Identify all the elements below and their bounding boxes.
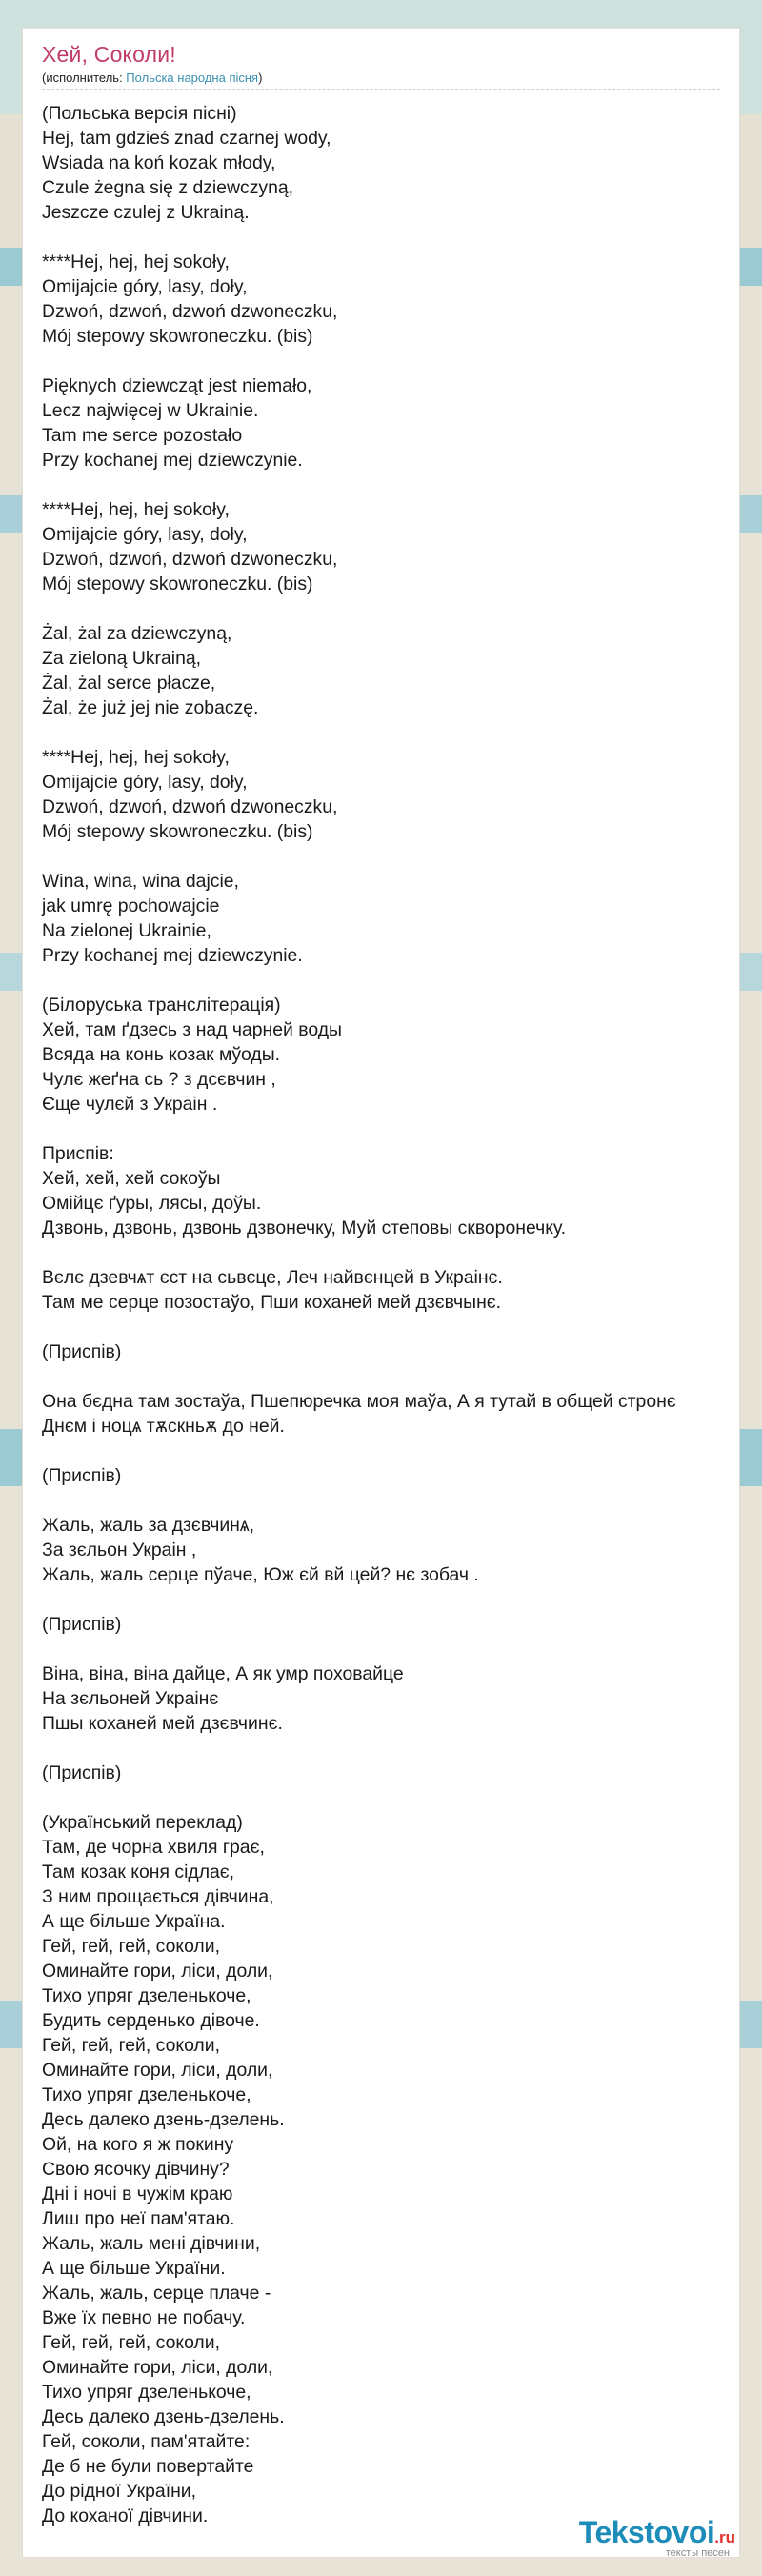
- lyric-line: Żal, żal serce płacze,: [42, 673, 216, 694]
- lyric-line: Оминайте гори, ліси, доли,: [42, 2357, 273, 2378]
- lyric-line: Тихо упряг дзеленькоче,: [42, 1985, 251, 2006]
- lyric-line: Lecz najwięcej w Ukrainie.: [42, 400, 259, 421]
- lyric-line: Тихо упряг дзеленькоче,: [42, 2382, 251, 2403]
- stanza-gap: [42, 1587, 723, 1612]
- logo-tld: .ru: [714, 2528, 735, 2546]
- lyric-line: Приспів:: [42, 1143, 114, 1164]
- lyric-line: Пшы коханей мей дзєвчинє.: [42, 1713, 283, 1734]
- performer-close: ): [258, 70, 263, 85]
- lyric-line: Omijajcie góry, lasy, doły,: [42, 524, 248, 545]
- stanza-gap: [42, 473, 723, 497]
- lyric-line: ****Hej, hej, hej sokoły,: [42, 747, 230, 768]
- lyric-line: Mój stepowy skowroneczku. (bis): [42, 821, 313, 842]
- lyric-line: Днєм і ноцѧ тѫскньѫ до ней.: [42, 1416, 285, 1437]
- lyric-line: Za zieloną Ukrainą,: [42, 648, 202, 669]
- lyric-line: Там, де чорна хвиля грає,: [42, 1837, 265, 1858]
- lyric-line: Оминайте гори, ліси, доли,: [42, 2060, 273, 2081]
- lyric-line: ****Hej, hej, hej sokoły,: [42, 252, 230, 272]
- lyric-line: Она бєдна там зостаўа, Пшепюречка моя маўа, А я тутай в общей стронє: [42, 1391, 676, 1412]
- lyric-line: До коханої дівчини.: [42, 2506, 209, 2526]
- lyric-line: jak umrę pochowajcie: [42, 896, 220, 916]
- lyric-line: Czule żegna się z dziewczyną,: [42, 177, 294, 198]
- lyric-line: Тихо упряг дзеленькоче,: [42, 2084, 251, 2105]
- logo-name: Tekstovoi: [578, 2515, 715, 2549]
- lyric-line: Чулє жеґна сь ? з дсєвчин ,: [42, 1069, 276, 1090]
- stanza-gap: [42, 1117, 723, 1141]
- lyric-line: За зєльон Украін ,: [42, 1540, 197, 1560]
- lyric-line: На зєльоней Украінє: [42, 1688, 219, 1709]
- stanza-gap: [42, 349, 723, 373]
- stanza-gap: [42, 968, 723, 993]
- song-title: Хей, Соколи!: [42, 42, 176, 67]
- lyric-line: Przy kochanej mej dziewczynie.: [42, 450, 303, 471]
- stanza-gap: [42, 1637, 723, 1661]
- performer-label: (исполнитель:: [42, 70, 127, 85]
- lyric-line: Лиш про неї пам'ятаю.: [42, 2208, 235, 2229]
- lyric-line: Єще чулєй з Украін .: [42, 1094, 218, 1115]
- lyric-line: Jeszcze czulej z Ukrainą.: [42, 202, 250, 223]
- lyric-line: Всяда на конь козак мўоды.: [42, 1044, 281, 1065]
- lyric-line: Dzwoń, dzwoń, dzwoń dzwoneczku,: [42, 301, 338, 322]
- lyric-line: Гей, гей, гей, соколи,: [42, 2035, 220, 2056]
- lyric-line: Pięknych dziewcząt jest niemało,: [42, 375, 312, 396]
- lyric-line: Жаль, жаль, серце плаче -: [42, 2283, 271, 2304]
- lyric-line: Дзвонь, дзвонь, дзвонь дзвонечку, Муй степовы скворонечку.: [42, 1218, 567, 1238]
- lyric-line: Dzwoń, dzwoń, dzwoń dzwoneczku,: [42, 796, 338, 817]
- lyric-line: Wsiada na koń kozak młody,: [42, 152, 276, 173]
- lyric-line: (Польська версія пісні): [42, 103, 237, 124]
- lyric-line: Там ме серце позостаўо, Пши коханей мей дзєвчынє.: [42, 1292, 502, 1313]
- stanza-gap: [42, 1315, 723, 1339]
- lyric-line: Жаль, жаль за дзєвчинѧ,: [42, 1515, 254, 1536]
- stanza-gap: [42, 225, 723, 250]
- performer-link[interactable]: Польска народна пісня: [126, 70, 259, 85]
- stanza-gap: [42, 1364, 723, 1389]
- stanza-gap: [42, 1488, 723, 1513]
- logo-tagline: тексты песен: [665, 2547, 730, 2559]
- lyric-line: Omijajcie góry, lasy, doły,: [42, 772, 248, 793]
- stanza-gap: [42, 1736, 723, 1761]
- lyric-line: Гей, соколи, пам'ятайте:: [42, 2431, 251, 2452]
- lyric-line: Будить серденько дівоче.: [42, 2010, 260, 2031]
- performer-line: [42, 70, 262, 85]
- lyric-line: Hej, tam gdzieś znad czarnej wody,: [42, 128, 331, 149]
- lyric-line: З ним прощається дівчина,: [42, 1886, 274, 1907]
- lyric-line: Omijajcie góry, lasy, doły,: [42, 276, 248, 297]
- lyric-line: Гей, гей, гей, соколи,: [42, 2332, 220, 2353]
- lyric-line: А ще більше України.: [42, 2258, 226, 2279]
- lyric-line: Десь далеко дзень-дзелень.: [42, 2406, 285, 2427]
- lyric-line: Віна, віна, віна дайце, А як умр поховайце: [42, 1663, 404, 1684]
- lyric-line: Оминайте гори, ліси, доли,: [42, 1961, 273, 1982]
- lyric-line: Де б не були повертайте: [42, 2456, 254, 2477]
- lyric-line: Вєлє дзевчѧт єст на сьвєце, Леч найвєнцей в Украінє.: [42, 1267, 503, 1288]
- lyric-line: Вже їх певно не побачу.: [42, 2307, 246, 2328]
- stanza-gap: [42, 844, 723, 869]
- site-logo[interactable]: [579, 2517, 735, 2559]
- lyrics-text: [42, 101, 723, 2528]
- title-divider: [42, 89, 720, 90]
- lyric-line: Десь далеко дзень-дзелень.: [42, 2109, 285, 2130]
- lyric-line: Хей, там ґдзесь з над чарней воды: [42, 1019, 342, 1040]
- lyric-line: Жаль, жаль серце пўаче, Юж єй вй цей? нє зобач .: [42, 1564, 479, 1585]
- lyric-line: (Приспів): [42, 1341, 122, 1362]
- lyric-line: Tam me serce pozostało: [42, 425, 243, 446]
- lyric-line: Омійцє ґуры, лясы, доўы.: [42, 1193, 262, 1214]
- lyric-line: Żal, że już jej nie zobaczę.: [42, 697, 259, 718]
- lyric-line: Przy kochanej mej dziewczynie.: [42, 945, 303, 966]
- lyric-line: До рідної України,: [42, 2481, 197, 2502]
- lyric-line: Dzwoń, dzwoń, dzwoń dzwoneczku,: [42, 549, 338, 570]
- lyric-line: Ой, на кого я ж покину: [42, 2134, 234, 2155]
- lyric-line: Na zielonej Ukrainie,: [42, 920, 211, 941]
- lyric-line: Дні і ночі в чужім краю: [42, 2184, 233, 2204]
- lyric-line: Wina, wina, wina dajcie,: [42, 871, 239, 892]
- stanza-gap: [42, 596, 723, 621]
- lyric-line: Хей, хей, хей сокоўы: [42, 1168, 221, 1189]
- lyric-line: (Приспів): [42, 1614, 122, 1635]
- stanza-gap: [42, 1240, 723, 1265]
- lyric-line: Mój stepowy skowroneczku. (bis): [42, 574, 313, 594]
- lyric-line: Там козак коня сідлає,: [42, 1862, 235, 1882]
- stanza-gap: [42, 720, 723, 745]
- lyric-line: Свою ясочку дівчину?: [42, 2159, 230, 2180]
- lyric-line: (Білоруська транслітерація): [42, 995, 281, 1016]
- lyric-line: Żal, żal za dziewczyną,: [42, 623, 232, 644]
- stanza-gap: [42, 1785, 723, 1810]
- lyric-line: ****Hej, hej, hej sokoły,: [42, 499, 230, 520]
- lyric-line: А ще більше Україна.: [42, 1911, 226, 1932]
- lyric-line: Mój stepowy skowroneczku. (bis): [42, 326, 313, 347]
- lyric-line: (Приспів): [42, 1762, 122, 1783]
- stanza-gap: [42, 1439, 723, 1463]
- lyric-line: Жаль, жаль мені дівчини,: [42, 2233, 261, 2254]
- lyric-line: Гей, гей, гей, соколи,: [42, 1936, 220, 1957]
- lyric-line: (Український переклад): [42, 1812, 243, 1833]
- lyric-line: (Приспів): [42, 1465, 122, 1486]
